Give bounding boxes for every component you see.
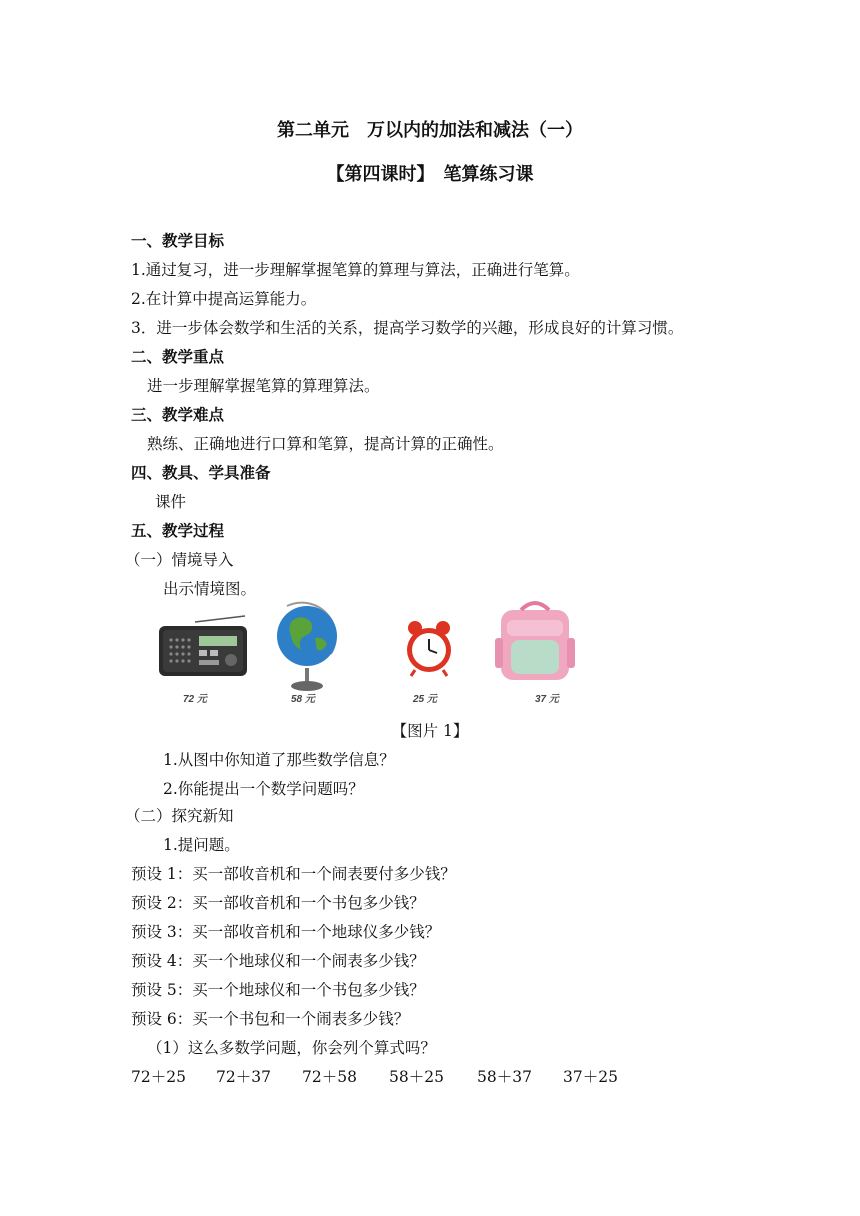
picture-caption: 【图片 1】 [391, 722, 469, 740]
preset-2: 预设 2：买一部收音机和一个书包多少钱？ [131, 894, 425, 912]
section-heading-materials: 四、教具、学具准备 [131, 464, 271, 482]
question-1: 1.从图中你知道了那些数学信息？ [163, 751, 395, 769]
goal-1: 1.通过复习，进一步理解掌握笔算的算理与算法，正确进行笔算。 [131, 261, 580, 279]
price-radio: 72 元 [183, 694, 207, 705]
preset-5: 预设 5：买一个地球仪和一个书包多少钱？ [131, 981, 425, 999]
section-heading-difficulty: 三、教学难点 [131, 406, 225, 424]
expression: 72＋58 [302, 1068, 357, 1086]
price-schoolbag: 37 元 [535, 694, 559, 705]
expression: 58＋37 [477, 1068, 532, 1086]
unit-title: 第二单元 万以内的加法和减法（一） [277, 120, 583, 141]
expression: 72＋37 [216, 1068, 271, 1086]
section-heading-key-point: 二、教学重点 [131, 348, 225, 366]
goal-3: 3．进一步体会数学和生活的关系，提高学习数学的兴趣，形成良好的计算习惯。 [131, 319, 684, 337]
alarm-clock-image [407, 621, 451, 676]
radio-image [159, 616, 247, 676]
scene-svg [155, 598, 585, 708]
key-point-text: 进一步理解掌握笔算的算理算法。 [147, 377, 380, 395]
schoolbag-image [495, 603, 575, 680]
question-2: 2.你能提出一个数学问题吗？ [163, 780, 364, 798]
part-2-heading: （二）探究新知 [125, 807, 234, 825]
expression: 58＋25 [389, 1068, 444, 1086]
expression: 37＋25 [563, 1068, 618, 1086]
sub-question-1: （1）这么多数学问题，你会列个算式吗？ [147, 1039, 436, 1057]
lesson-title: 【第四课时】 笔算练习课 [326, 164, 534, 185]
preset-4: 预设 4：买一个地球仪和一个闹表多少钱？ [131, 952, 425, 970]
goal-2: 2.在计算中提高运算能力。 [131, 290, 317, 308]
section-heading-process: 五、教学过程 [131, 522, 225, 540]
materials-text: 课件 [155, 493, 187, 511]
step-1: 1.提问题。 [163, 836, 240, 854]
difficulty-text: 熟练、正确地进行口算和笔算，提高计算的正确性。 [147, 435, 504, 453]
preset-1: 预设 1：买一部收音机和一个闹表要付多少钱？ [131, 865, 456, 883]
preset-3: 预设 3：买一部收音机和一个地球仪多少钱？ [131, 923, 441, 941]
price-alarm-clock: 25 元 [413, 694, 437, 705]
globe-image [277, 603, 337, 691]
section-heading-goals: 一、教学目标 [131, 232, 225, 250]
preset-6: 预设 6：买一个书包和一个闹表多少钱？ [131, 1010, 410, 1028]
expression: 72＋25 [131, 1068, 186, 1086]
show-picture-text: 出示情境图。 [163, 580, 257, 598]
part-1-heading: （一）情境导入 [125, 551, 234, 569]
price-globe: 58 元 [291, 694, 315, 705]
scene-picture [155, 598, 585, 708]
